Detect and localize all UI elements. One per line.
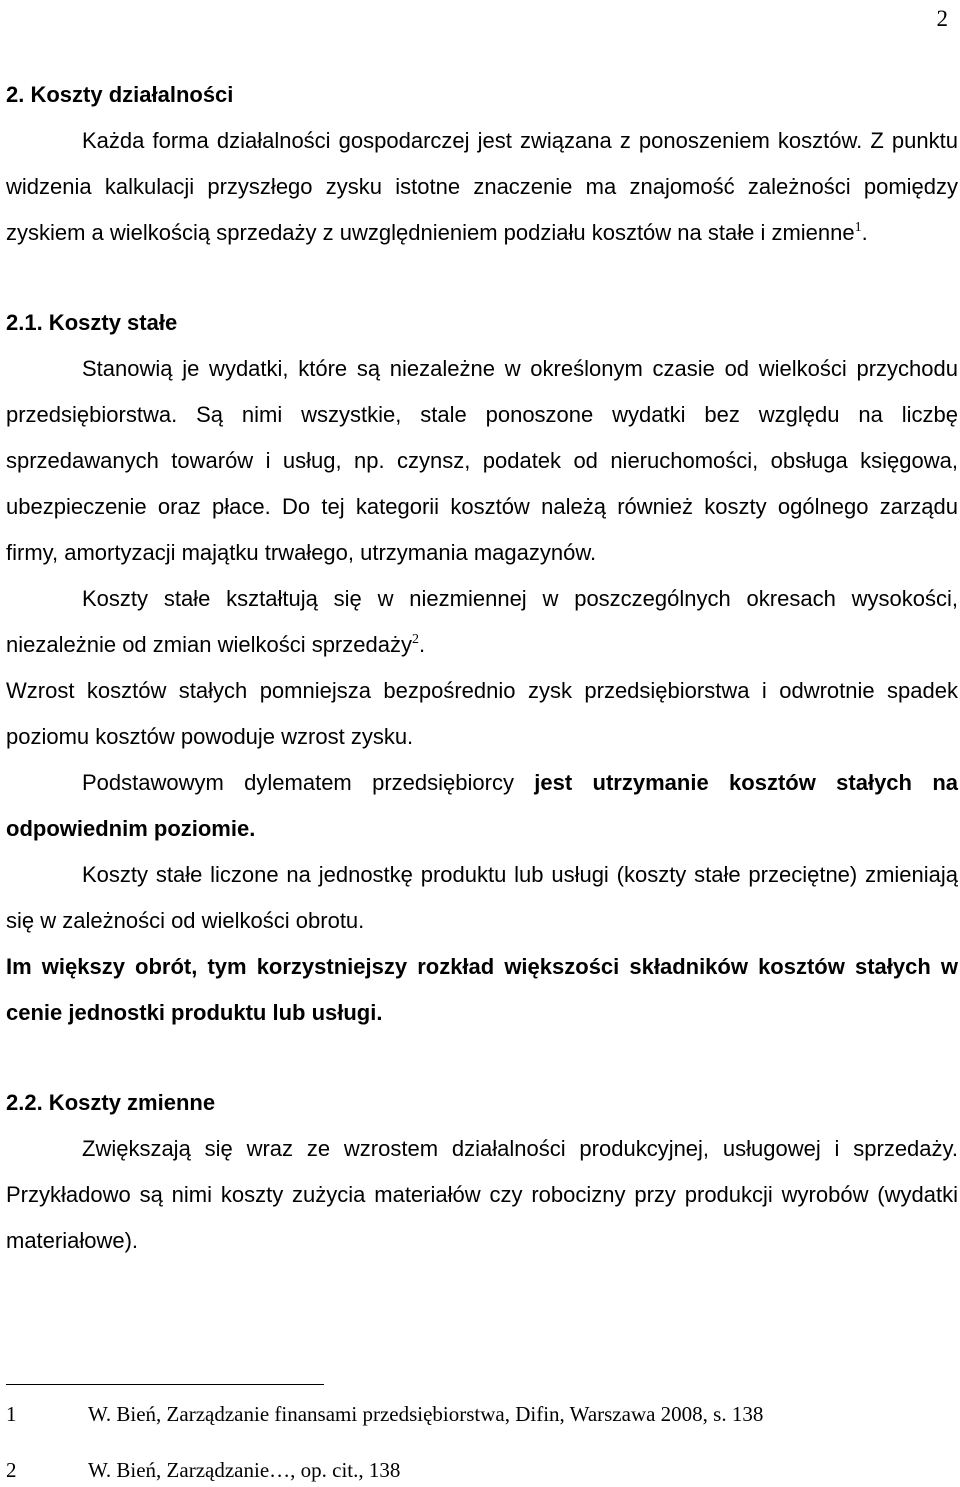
fixed-costs-paragraph-1: Stanowią je wydatki, które są niezależne w określonym czasie od wielkości przychodu przedsiębiorstwa. Są nimi wszystkie, stale ponoszone wydatki bez względu na liczbę sprzedawanych towarów i usług, np. czynsz, podatek od nieruchomości, obsługa księgowa, ubezpieczenie oraz płace. Do tej kategorii kosztów należą również koszty ogólnego zarządu firmy, amortyzacji majątku trwałego, utrzymania magazynów. xyxy=(6,356,958,565)
footnote-ref-2[interactable]: 2 xyxy=(411,632,419,647)
fixed-costs-paragraph-2: Koszty stałe kształtują się w niezmiennej w poszczególnych okresach wysokości, niezależnie od zmian wielkości sprzedaży$^2$. xyxy=(6,586,958,657)
fixed-costs-paragraph-3: Wzrost kosztów stałych pomniejsza bezpośrednio zysk przedsiębiorstwa i odwrotnie spadek poziomu kosztów powoduje wzrost zysku. xyxy=(6,678,958,749)
emphasis-text: jest utrzymanie kosztów stałych na odpowiednim poziomie. xyxy=(6,770,958,841)
footnote-1 xyxy=(6,1402,763,1427)
footnote-separator xyxy=(6,1384,324,1385)
section-heading: 2. Koszty działalności xyxy=(6,82,234,107)
intro-text: Każda forma działalności gospodarczej jest związana z ponoszeniem kosztów. Z punktu widzenia kalkulacji przyszłego zysku istotne znaczenie ma znajomość zależności pomiędzy zyskiem a wielkością sprzedaży z uwzględnieniem podziału kosztów na stałe i zmienne xyxy=(6,128,958,245)
variable-costs-paragraph-1: Zwiększają się wraz ze wzrostem działalności produkcyjnej, usługowej i sprzedaży. Przykładowo są nimi koszty zużycia materiałów czy robocizny przy produkcji wyrobów (wydatki materiałowe). xyxy=(6,1136,958,1253)
fixed-costs-paragraph-5: Koszty stałe liczone na jednostkę produktu lub usługi (koszty stałe przeciętne) zmieniają się w zależności od wielkości obrotu. xyxy=(6,862,958,933)
footnote-text: W. Bień, Zarządzanie…, op. cit., 138 xyxy=(88,1458,401,1482)
footnote-number: 1 xyxy=(6,1402,17,1426)
fixed-costs-paragraph-6 xyxy=(6,944,958,1036)
document-body xyxy=(6,72,958,1264)
intro-paragraph: Każda forma działalności gospodarczej jest związana z ponoszeniem kosztów. Z punktu widzenia kalkulacji przyszłego zysku istotne znaczenie ma znajomość zależności pomiędzy zyskiem a wielkością sprzedaży z uwzględnieniem podziału kosztów na stałe i zmienne$^1$. xyxy=(6,128,958,245)
page-number: 2 xyxy=(936,6,948,31)
emphasis-text: Im większy obrót, tym korzystniejszy rozkład większości składników kosztów stałych w cenie jednostki produktu lub usługi. xyxy=(6,954,958,1025)
footnote-number: 2 xyxy=(6,1458,17,1482)
fixed-costs-paragraph-4: Podstawowym dylematem przedsiębiorcy jest utrzymanie kosztów stałych na odpowiednim poziomie. xyxy=(6,770,958,841)
subsection-heading-variable-costs: 2.2. Koszty zmienne xyxy=(6,1090,216,1115)
footnote-2 xyxy=(6,1458,400,1483)
subsection-heading-fixed-costs: 2.1. Koszty stałe xyxy=(6,310,178,335)
footnote-text: W. Bień, Zarządzanie finansami przedsiębiorstwa, Difin, Warszawa 2008, s. 138 xyxy=(88,1402,764,1426)
footnote-ref-1[interactable]: 1 xyxy=(854,220,862,235)
